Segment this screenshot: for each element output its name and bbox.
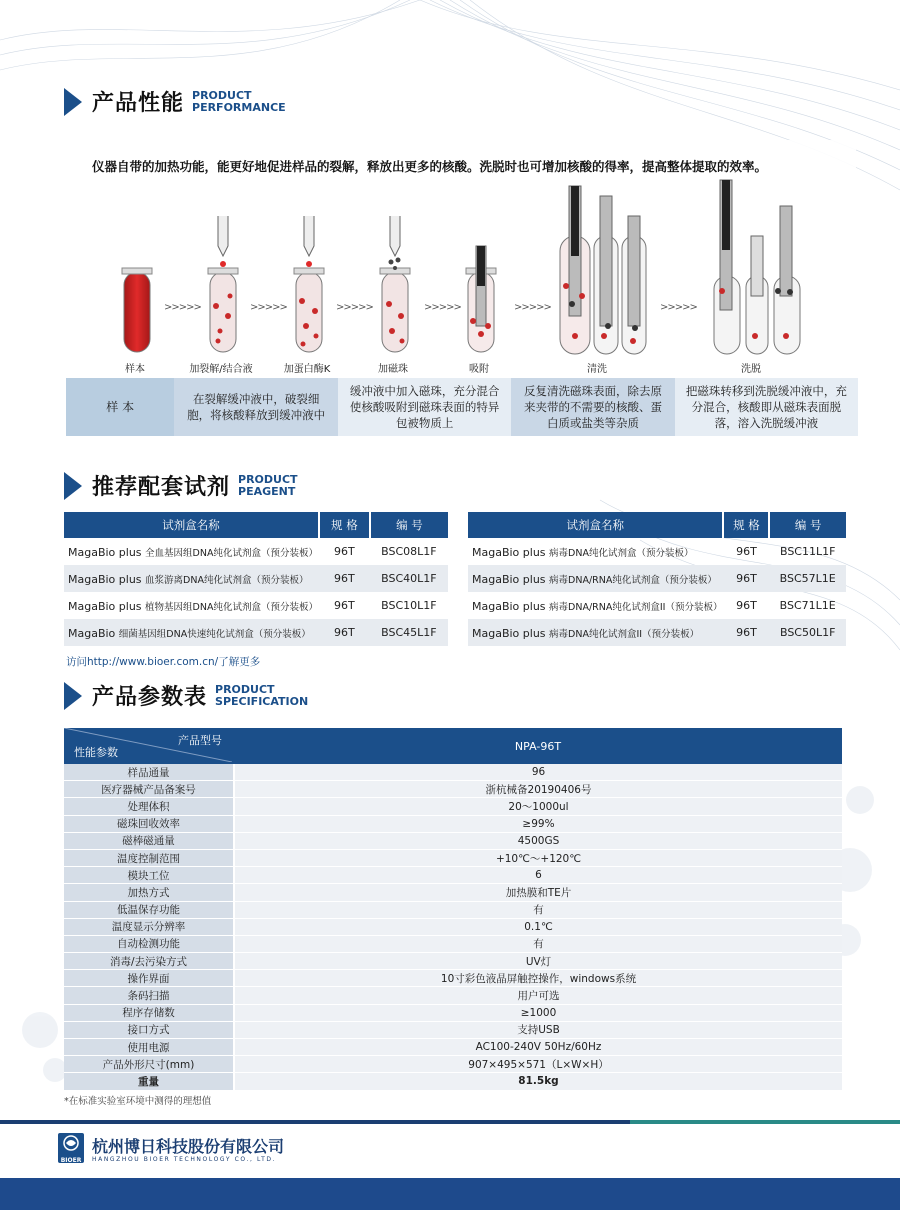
table-row <box>64 619 448 646</box>
table-row <box>64 849 842 866</box>
spec-cell: 96T <box>736 599 757 612</box>
kit-name-cell: MagaBio plus 病毒DNA/RNA纯化试剂盒II（预分装板） <box>472 599 723 613</box>
logo-icon <box>58 1133 84 1153</box>
tube-label: 加蛋白酶K <box>283 364 331 375</box>
spec-footnote: *在标准实验室环境中测得的理想值 <box>64 1096 212 1107</box>
kit-name-cell: MagaBio plus 病毒DNA/RNA纯化试剂盒（预分装板） <box>468 565 723 592</box>
kit-name-cell: MagaBio 细菌基因组DNA快速纯化试剂盒（预分装板） <box>64 619 319 646</box>
spec-key-cell: 接口方式 <box>64 1021 234 1038</box>
extraction-process-illustration <box>110 176 860 372</box>
tube-proteinase <box>294 216 324 352</box>
tube-label: 加裂解/结合液 <box>189 364 253 375</box>
table-header-row <box>468 512 846 538</box>
table-row <box>64 867 842 884</box>
code-cell: BSC45L1F <box>370 619 448 646</box>
reagent-table-right <box>468 512 846 646</box>
table-row <box>468 538 846 565</box>
spec-key-cell: 重量 <box>64 1073 234 1090</box>
code-cell: BSC57L1E <box>769 565 846 592</box>
column-header-kit-name: 试剂盒名称 <box>64 512 319 538</box>
param-header-label: 性能参数 <box>74 746 118 759</box>
spec-value-cell: 6 <box>234 867 842 884</box>
section-title-en: PRODUCT PEAGENT <box>238 472 298 498</box>
spec-key-cell: 模块工位 <box>64 867 234 884</box>
spec-value-cell: 0.1℃ <box>234 918 842 935</box>
column-header-code: 编 号 <box>370 512 448 538</box>
section-heading-spec <box>64 680 308 711</box>
table-row <box>64 953 842 970</box>
spec-key-cell: 条码扫描 <box>64 987 234 1004</box>
table-row <box>64 1056 842 1073</box>
spec-value-cell: ≥99% <box>234 815 842 832</box>
company-name-cn: 杭州博日科技股份有限公司 <box>92 1137 285 1156</box>
table-row <box>64 1039 842 1056</box>
spec-cell: 96T <box>723 565 769 592</box>
spec-value-cell: AC100-240V 50Hz/60Hz <box>234 1039 842 1056</box>
code-cell: BSC71L1E <box>779 599 836 612</box>
table-row <box>64 565 448 592</box>
step-elution: 把磁珠转移到洗脱缓冲液中，充分混合，核酸即从磁珠表面脱落，溶入洗脱缓冲液 <box>675 378 858 436</box>
spec-key-cell: 加热方式 <box>64 884 234 901</box>
arrow-icon: >>>>> <box>660 302 697 313</box>
tube-label: 洗脱 <box>741 364 761 375</box>
spec-key-cell: 自动检测功能 <box>64 935 234 952</box>
column-header-code: 编 号 <box>769 512 846 538</box>
table-row <box>64 781 842 798</box>
spec-value-cell: 10寸彩色液晶屏触控操作，windows系统 <box>234 970 842 987</box>
arrow-icon: >>>>> <box>424 302 461 313</box>
table-header-row <box>64 512 448 538</box>
spec-key-cell: 样品通量 <box>64 764 234 781</box>
kit-name-cell: MagaBio plus 植物基因组DNA纯化试剂盒（预分装板） <box>68 599 318 613</box>
spec-key-cell: 磁珠回收效率 <box>64 815 234 832</box>
step-sample: 样 本 <box>66 378 174 436</box>
kit-name-cell: MagaBio plus 病毒DNA纯化试剂盒II（预分装板） <box>468 619 723 646</box>
spec-key-cell: 程序存储数 <box>64 1004 234 1021</box>
section-heading-reagent <box>64 470 298 501</box>
spec-key-cell: 温度显示分辨率 <box>64 918 234 935</box>
model-name-header: NPA-96T <box>234 728 842 764</box>
spec-cell: 96T <box>319 619 370 646</box>
spec-value-cell: 有 <box>234 935 842 952</box>
tube-washing <box>560 186 646 354</box>
process-steps-banner <box>66 378 858 436</box>
spec-value-cell: ≥1000 <box>234 1004 842 1021</box>
spec-cell: 96T <box>319 565 370 592</box>
spec-key-cell: 操作界面 <box>64 970 234 987</box>
footer-divider <box>0 1120 900 1124</box>
table-row <box>64 884 842 901</box>
table-row <box>64 987 842 1004</box>
spec-value-cell: 96 <box>234 764 842 781</box>
spec-value-cell: UV灯 <box>234 953 842 970</box>
spec-value-cell: 4500GS <box>234 832 842 849</box>
arrow-icon: >>>>> <box>250 302 287 313</box>
spec-value-cell: 有 <box>234 901 842 918</box>
section-title-en: PRODUCT SPECIFICATION <box>215 682 309 708</box>
spec-key-cell: 处理体积 <box>64 798 234 815</box>
spec-value-cell: 81.5kg <box>234 1073 842 1090</box>
section-title-cn: 推荐配套试剂 <box>92 475 231 500</box>
tube-lysis <box>208 216 238 352</box>
spec-value-cell: +10℃～+120℃ <box>234 849 842 866</box>
tube-label: 清洗 <box>587 364 607 375</box>
footer-band <box>0 1178 900 1210</box>
tube-label: 吸附 <box>469 364 489 375</box>
table-row <box>64 1073 842 1090</box>
table-row <box>64 538 448 565</box>
spec-key-cell: 磁棒磁通量 <box>64 832 234 849</box>
arrow-icon: >>>>> <box>164 302 201 313</box>
code-cell: BSC08L1F <box>381 545 437 558</box>
spec-key-cell: 产品外形尺寸(mm) <box>64 1056 234 1073</box>
column-header-spec: 规 格 <box>723 512 769 538</box>
column-header-spec: 规 格 <box>319 512 370 538</box>
spec-value-cell: 加热膜和TE片 <box>234 884 842 901</box>
tube-label: 样本 <box>125 364 145 375</box>
step-binding: 缓冲液中加入磁珠，充分混合使核酸吸附到磁珠表面的特异包被物质上 <box>338 378 511 436</box>
table-row <box>64 832 842 849</box>
table-row <box>468 619 846 646</box>
company-logo <box>58 1133 84 1163</box>
table-row <box>64 764 842 781</box>
table-row <box>468 592 846 619</box>
column-header-kit-name: 试剂盒名称 <box>468 512 723 538</box>
spec-value-cell: 907×495×571（L×W×H） <box>234 1056 842 1073</box>
logo-text: BIOER <box>60 1157 82 1164</box>
table-row <box>64 970 842 987</box>
code-cell: BSC10L1F <box>381 599 437 612</box>
table-row <box>64 1021 842 1038</box>
arrow-icon: >>>>> <box>336 302 373 313</box>
section-title-en: PRODUCT PERFORMANCE <box>192 88 286 114</box>
tube-adsorption <box>466 246 496 352</box>
table-header-row <box>64 728 842 764</box>
spec-cell: 96T <box>723 619 769 646</box>
section-title-cn: 产品参数表 <box>92 685 208 710</box>
tube-beads <box>380 216 410 352</box>
spec-key-cell: 温度控制范围 <box>64 849 234 866</box>
code-cell: BSC50L1F <box>769 619 846 646</box>
spec-cell: 96T <box>334 599 355 612</box>
spec-key-cell: 医疗器械产品备案号 <box>64 781 234 798</box>
table-row <box>64 592 448 619</box>
reagent-table-left <box>64 512 448 646</box>
tube-sample <box>122 268 152 352</box>
spec-key-cell: 消毒/去污染方式 <box>64 953 234 970</box>
kit-name-cell: MagaBio plus 血浆游离DNA纯化试剂盒（预分装板） <box>64 565 319 592</box>
performance-intro: 仪器自带的加热功能，能更好地促进样品的裂解，释放出更多的核酸。洗脱时也可增加核酸的得率，提高整体提取的效率。 <box>92 159 768 174</box>
arrow-icon: >>>>> <box>514 302 551 313</box>
spec-table <box>64 728 842 1091</box>
spec-cell: 96T <box>736 545 757 558</box>
tube-label: 加磁珠 <box>378 364 408 375</box>
spec-header-corner <box>64 728 234 764</box>
kit-name-cell: MagaBio plus 病毒DNA纯化试剂盒（预分装板） <box>472 545 694 559</box>
table-row <box>64 1004 842 1021</box>
model-header-label: 产品型号 <box>178 734 222 747</box>
spec-key-cell: 低温保存功能 <box>64 901 234 918</box>
table-row <box>64 901 842 918</box>
table-row <box>64 935 842 952</box>
spec-value-cell: 支持USB <box>234 1021 842 1038</box>
spec-value-cell: 用户可选 <box>234 987 842 1004</box>
table-row <box>64 798 842 815</box>
tube-elution <box>714 180 800 354</box>
kit-name-cell: MagaBio plus 全血基因组DNA纯化试剂盒（预分装板） <box>68 545 318 559</box>
section-marker-icon <box>64 472 82 500</box>
company-name-en: HANGZHOU BIOER TECHNOLOGY CO., LTD. <box>92 1156 277 1163</box>
step-washing: 反复清洗磁珠表面，除去原来夹带的不需要的核酸、蛋白质或盐类等杂质 <box>511 378 675 436</box>
table-row <box>64 815 842 832</box>
website-link[interactable]: 访问http://www.bioer.com.cn/了解更多 <box>66 656 261 668</box>
spec-cell: 96T <box>334 545 355 558</box>
spec-key-cell: 使用电源 <box>64 1039 234 1056</box>
section-marker-icon <box>64 88 82 116</box>
section-marker-icon <box>64 682 82 710</box>
table-row <box>468 565 846 592</box>
section-heading-performance <box>64 86 286 117</box>
spec-value-cell: 浙杭械备20190406号 <box>234 781 842 798</box>
table-row <box>64 918 842 935</box>
step-lysis: 在裂解缓冲液中，破裂细胞，将核酸释放到缓冲液中 <box>174 378 338 436</box>
code-cell: BSC40L1F <box>370 565 448 592</box>
spec-value-cell: 20～1000ul <box>234 798 842 815</box>
code-cell: BSC11L1F <box>779 545 836 558</box>
section-title-cn: 产品性能 <box>92 91 185 116</box>
